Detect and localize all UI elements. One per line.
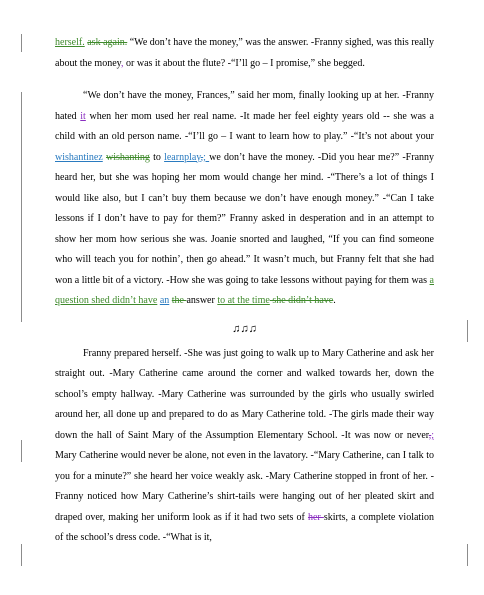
change-bar	[467, 544, 468, 566]
tracked-insertion: to at the time	[217, 295, 270, 306]
body-text: or was it about the flute? -“I’ll go – I promise,” she begged.	[123, 57, 365, 69]
document-body	[55, 33, 434, 549]
paragraph	[55, 344, 434, 549]
change-bar	[467, 320, 468, 342]
tracked-deletion: her	[307, 511, 324, 523]
tracked-insertion: ;	[431, 429, 434, 441]
paragraph	[55, 86, 434, 312]
body-text: skirts, a complete violation of the school’s dress code. -“What is it,	[55, 511, 434, 543]
tracked-insertion: wishantinez	[55, 151, 103, 163]
body-text: when her mom used her real name. -It made her feel eighty years old -- she was a child with an old person name. -“I’ll go – I want to learn how to play.” -“It’s not about your	[55, 110, 434, 142]
change-bar	[21, 34, 22, 52]
body-text: “We don’t have the money, Frances,” said her mom, finally looking up at her. -Franny hated	[55, 90, 434, 122]
tracked-insertion: it	[80, 110, 86, 122]
body-text: .	[333, 295, 336, 306]
body-text: “We don’t have the money,” was the answer. -Franny sighed, was this really about the money	[55, 37, 434, 69]
paragraph	[55, 33, 434, 74]
body-text: Franny prepared herself. -She was just going to walk up to Mary Catherine and ask her straight out. -Mary Catherine came around the corner and walked towards her, down the school’s empty hallway. -Mary Catherine was surrounded by the girls who usually swirled around her, all done up and prepared to do as Mary Catherine told. -The girls made their way down the hall of Saint Mary of the Assumption Elementary School. -It was now or never	[55, 347, 434, 441]
body-text: Mary Catherine would never be alone, not even in the lavatory. -“Mary Catherine, can I talk to you for a minute?” she heard her voice weakly ask. -Mary Catherine stopped in front of her. -Franny noticed how Mary Catherine’s shirt-tails were hanging out of her pleated skirt and draped over, making her uniform look as if it had two sets of	[55, 450, 434, 523]
body-text: to	[149, 151, 165, 163]
change-bar	[21, 544, 22, 566]
tracked-insertion: ;	[203, 151, 210, 163]
tracked-insertion: learnplay	[164, 151, 201, 163]
section-separator: ♫♫♫	[232, 322, 257, 335]
tracked-insertion: herself.	[55, 37, 85, 48]
tracked-deletion: she didn’t have	[269, 295, 334, 306]
tracked-deletion: ,	[200, 151, 204, 163]
tracked-deletion: ask again.	[87, 37, 128, 48]
body-text: we don’t have the money. -Did you hear me?” -Franny heard her, but she was hoping her mom would change her mind. -“There’s a lot of things I would like also, but I can’t buy them because we don’t have enough money.” -“Can I take lessons if I don’t have to pay for them?” Franny asked in desperation and in an attempt to show her mom how serious she was. Joanie snorted and laughed, “If you can find someone who will teach you for nothin’, then go ahead.” It wasn’t much, but Franny felt that she had won a little bit of a victory. -How she was going to take lessons without paying for them was	[55, 151, 435, 286]
tracked-deletion: ,	[428, 429, 432, 441]
tracked-deletion: the	[171, 295, 187, 306]
tracked-deletion: wishanting	[105, 151, 150, 163]
tracked-insertion: ,	[121, 57, 124, 69]
tracked-insertion: an	[159, 295, 170, 306]
body-text: answer	[186, 295, 218, 306]
change-bar	[21, 440, 22, 462]
tracked-insertion: a question shed didn’t have	[55, 274, 434, 306]
change-bar	[21, 92, 22, 322]
